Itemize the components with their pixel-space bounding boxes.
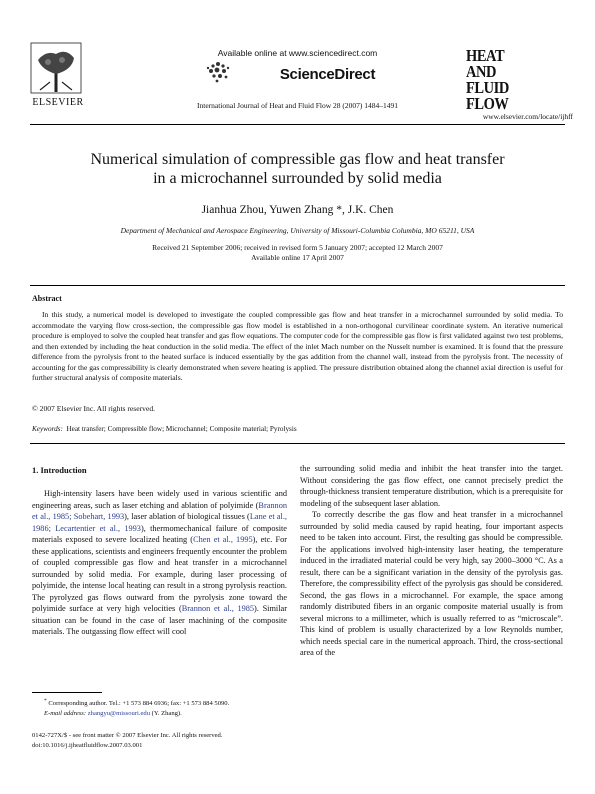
doi-line: doi:10.1016/j.ijheatfluidflow.2007.03.001 [32,742,143,749]
title-line-2: in a microchannel surrounded by solid media [153,170,442,187]
col1-text-1: High-intensity lasers have been widely used in various scientific and engineering areas, such as laser etching and ablation of polyimide ( [32,489,287,510]
page-footer [32,731,292,751]
citation-link[interactable]: Chen et al., 1995 [193,535,253,544]
email-label: E-mail address: [44,709,87,717]
corresponding-author-note [44,697,294,709]
col1-text-4: ), etc. For these applications, scientists and engineers frequently encounter the problem of coupled compressible gas flow and heat transfer in a microchannel surrounded by solid media. For example, during laser processing of polyimide, the intense local heating can result in a strong pyrolysis reaction. The pyrolyzed gas flows outward from the pyrolysis zone toward the polyimide surface at very high velocities ( [32,535,287,613]
keywords [32,425,563,433]
keywords-label: Keywords: [32,425,63,433]
email-line [44,709,294,719]
issn-line: 0142-727X/$ - see front matter © 2007 Elsevier Inc. All rights reserved. [32,732,223,739]
citation-link[interactable]: Brannon et al., 1985 [181,604,255,613]
abstract-copyright: © 2007 Elsevier Inc. All rights reserved. [32,404,156,413]
body-column-left [32,488,287,638]
journal-url[interactable]: www.elsevier.com/locate/ijhff [482,112,573,121]
corresponding-author-text: Corresponding author. Tel.: +1 573 884 6936; fax: +1 573 884 5090. [48,700,230,708]
citation-link[interactable]: Brannon et al., 1985; Sobehart, 1993 [32,500,287,521]
col1-text-2: ), laser ablation of biological tissues ( [124,512,250,521]
header-divider [30,124,565,125]
col1-text-5: ). Similar situation can be found in the case of laser machining of the composite materials. The outgassing flow effect will cool [32,604,287,636]
section-heading-introduction: 1. Introduction [32,465,87,475]
body-paragraph: To correctly describe the gas flow and heat transfer in a microchannel surrounded by solid media caused by rapid heating, four important aspects need to be taken into account. First, the resulting gas should be compressible. For the applications involved high-intensity laser heating, the temperature induced in the irradiated material could be very high, say 2000–3000 °C. As a result, there can be a significant variation in the density of the pyrolysis gas. Therefore, the compressibility effect of the pyrolysis gas should be considered. Second, the gas flows in a microchannel. For example, the space among randomly distributed fibers in an organic composite material usually is from several microns to a millimeter, which is usually referred to as “microscale”. This kind of problem is usually characterized by a low Reynolds number, which needs special care in the numerical approach. Third, the cross-sectional area of the [300,510,563,657]
body-column-right [300,463,563,659]
journal-citation: International Journal of Heat and Fluid Flow 28 (2007) 1484–1491 [196,101,398,110]
journal-logo-line1: HEAT AND [466,46,504,81]
email-suffix: (Y. Zhang). [151,709,182,717]
citation-link[interactable]: Lane et al., 1986; Lecartentier et al., 1993 [32,512,287,533]
journal-logo [466,48,546,112]
abstract-text: In this study, a numerical model is developed to investigate the coupled compressible gas flow and heat transfer in a microchannel surrounded by solid media. To accommodate the varying flow cross-section, the compressible gas flow model is established in a non-orthogonal curvilinear coordinate system. An iterative numerical procedure is employed to solve the coupled heat transfer and gas flow equations. The computer code for the compressible gas flow is first validated against two test problems, and then extended by including the heat conduction in the solid media. The effect of the inlet Mach number on the Nusselt number is examined. It is found that the pressure difference from the pyrolysis front to the heated surface is induced essentially by the gas addition from the channel wall, instead from the pyrolysis front. The necessity of accounting for the gas compressibility is clearly demonstrated when severe heating is applied. The pressure distribution obtained along the channel axial direction is useful for further structural analysis of composite materials. [32,310,563,382]
email-link[interactable]: zhangyu@missouri.edu [87,709,151,717]
keywords-list: Heat transfer; Compressible flow; Microchannel; Composite material; Pyrolysis [66,425,297,433]
abstract-heading: Abstract [32,294,62,303]
footnote [44,697,294,718]
abstract-top-divider [30,285,565,286]
body-paragraph: the surrounding solid media and inhibit the heat transfer into the target. Without considering the gas flow effect, one cannot precisely predict the through-thickness transient temperature distribution, which is a prerequisite for modeling of the subsequent laser ablation. [300,464,563,508]
col1-text-3: ), thermomechanical failure of composite materials exposed to severe localized heating ( [32,523,287,544]
publisher-name: ELSEVIER [32,97,84,108]
footnote-mark: * [44,698,47,704]
available-online-date: Available online 17 April 2007 [251,253,344,262]
footnote-divider [32,692,102,693]
authors: Jianhua Zhou, Yuwen Zhang *, J.K. Chen [201,204,394,216]
journal-logo-line2: FLUID FLOW [466,78,509,113]
elsevier-tree-logo-icon [30,42,82,100]
abstract-bottom-divider [30,443,565,444]
received-dates: Received 21 September 2006; received in revised form 5 January 2007; accepted 12 March 2007 [152,243,443,252]
sciencedirect-wordmark: ScienceDirect [279,66,376,83]
title-line-1: Numerical simulation of compressible gas flow and heat transfer [90,151,505,168]
affiliation: Department of Mechanical and Aerospace Engineering, University of Missouri-Columbia Columbia, MO 65211, USA [120,226,475,235]
available-online-note: Available online at www.sciencedirect.com [217,48,378,58]
article-title [40,150,555,188]
